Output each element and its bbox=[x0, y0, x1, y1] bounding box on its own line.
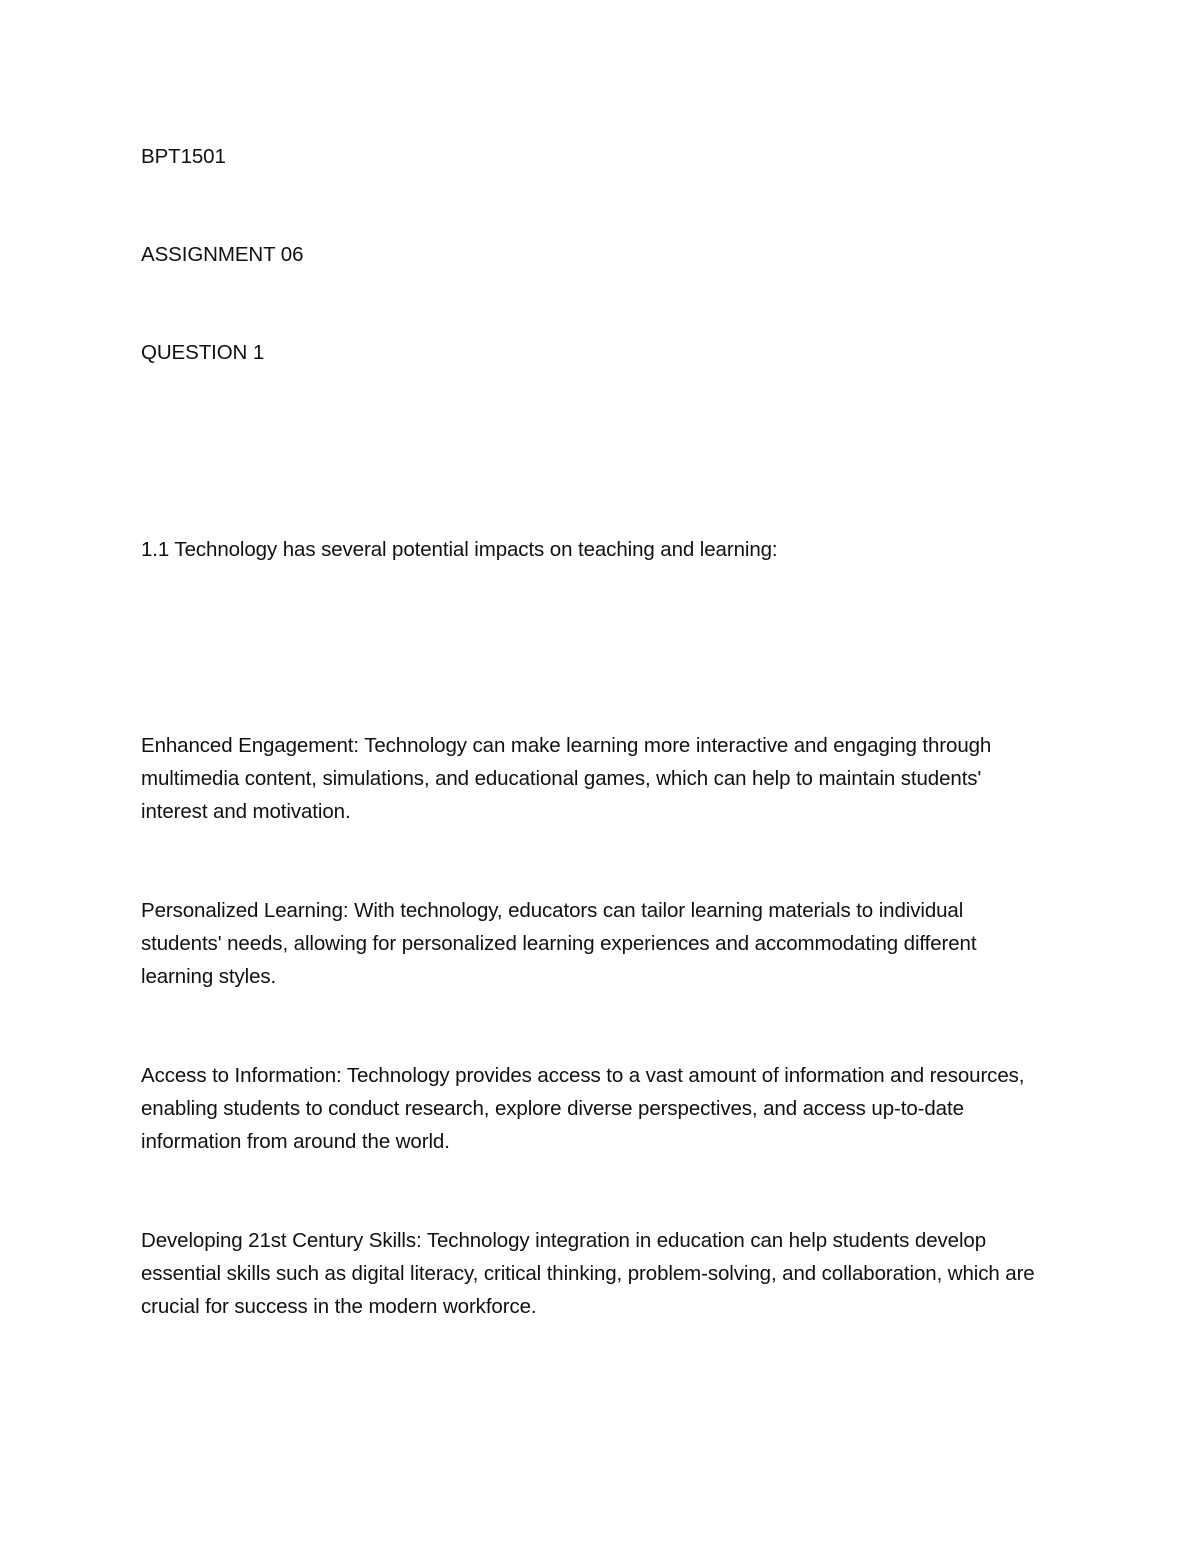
paragraph-enhanced-engagement: Enhanced Engagement: Technology can make learning more interactive and engaging through multimedia content, simulations, and educational games, which can help to maintain students' interest and motivation. bbox=[141, 734, 992, 823]
paragraph-21st-century-skills: Developing 21st Century Skills: Technology integration in education can help students develop essential skills such as digital literacy, critical thinking, problem-solving, and collaboration, which are crucial for success in the modern workforce. bbox=[141, 1229, 1035, 1318]
question-heading: QUESTION 1 bbox=[141, 341, 265, 364]
assignment-title: ASSIGNMENT 06 bbox=[141, 243, 304, 266]
paragraph-access-to-information: Access to Information: Technology provides access to a vast amount of information and resources, enabling students to conduct research, explore diverse perspectives, and access up-to-date information from around the world. bbox=[141, 1064, 1025, 1153]
paragraph-personalized-learning: Personalized Learning: With technology, educators can tailor learning materials to individual students' needs, allowing for personalized learning experiences and accommodating different learning styles. bbox=[141, 899, 977, 988]
intro-paragraph: 1.1 Technology has several potential impacts on teaching and learning: bbox=[141, 538, 778, 561]
course-code: BPT1501 bbox=[141, 145, 226, 168]
